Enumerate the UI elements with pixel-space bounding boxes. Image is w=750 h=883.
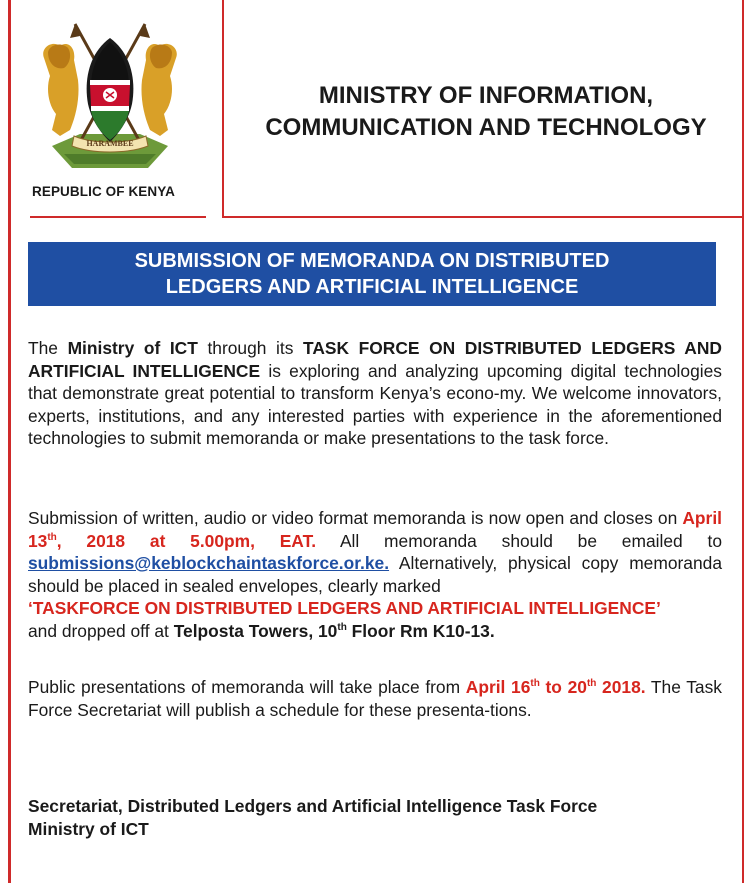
- header-rule-right: [224, 216, 742, 218]
- p2-text-2: All memoranda should be emailed to: [316, 530, 723, 551]
- header-divider: [222, 0, 224, 218]
- closing-date-day: April 13: [28, 508, 722, 551]
- presentation-start-suffix: th: [530, 678, 540, 690]
- header-rule-left: [30, 216, 206, 218]
- p3-text-1: Public presentations of memoranda will take place from: [28, 677, 466, 697]
- paragraph-submission: [28, 507, 722, 642]
- paragraph-introduction: [28, 337, 722, 450]
- dropoff-room: Floor Rm K10-13.: [346, 620, 495, 641]
- p2-text-4: and dropped off at: [28, 620, 174, 641]
- svg-text:HARAMBEE: HARAMBEE: [86, 139, 134, 148]
- p1-text-2: through its: [197, 338, 304, 358]
- submission-email-link[interactable]: submissions@keblockchaintaskforce.or.ke.: [28, 553, 390, 573]
- ministry-of-ict-bold: Ministry of ICT: [67, 338, 198, 358]
- right-border: [742, 0, 744, 883]
- p1-text-1: The: [28, 338, 68, 358]
- signoff: [28, 795, 728, 840]
- ministry-title-line2: COMMUNICATION AND TECHNOLOGY: [265, 114, 707, 141]
- signoff-line2: Ministry of ICT: [28, 818, 149, 839]
- banner-line1: SUBMISSION OF MEMORANDA ON DISTRIBUTED: [134, 250, 610, 272]
- presentation-dates: [466, 677, 646, 697]
- p2-text-1: Submission of written, audio or video format memoranda is now open and closes on: [28, 508, 683, 528]
- ministry-title-line1: MINISTRY OF INFORMATION,: [318, 82, 654, 109]
- dropoff-location: [174, 621, 495, 641]
- dropoff-building: Telposta Towers, 10: [173, 620, 338, 641]
- presentation-start: April 16: [465, 677, 531, 697]
- envelope-marking: ‘TASKFORCE ON DISTRIBUTED LEDGERS AND ARTIFICIAL INTELLIGENCE’: [28, 598, 661, 618]
- banner-line2: LEDGERS AND ARTIFICIAL INTELLIGENCE: [165, 276, 579, 298]
- ministry-title: [236, 80, 736, 144]
- task-force-name-bold: TASK FORCE ON DISTRIBUTED LEDGERS AND ARTIFICIAL INTELLIGENCE: [28, 338, 722, 381]
- closing-date-time: , 2018 at 5.00pm, EAT.: [56, 530, 317, 551]
- notice-title-banner: [28, 242, 716, 306]
- signoff-line1: Secretariat, Distributed Ledgers and Artificial Intelligence Task Force: [28, 796, 598, 816]
- coat-of-arms-icon: [30, 18, 190, 176]
- p1-text-3: is exploring and analyzing upcoming digital technologies that demonstrate great potential to transform Kenya’s econo-my. We welcome innovators, experts, institutions, and any interested parties with experience in the aforementioned technologies to submit memoranda or make presentations to the task force.: [28, 360, 722, 448]
- left-border: [8, 0, 11, 883]
- p3-text-2: The Task Force Secretariat will publish a schedule for these presenta-tions.: [28, 677, 722, 720]
- presentation-end-suffix: th: [586, 678, 597, 690]
- closing-date-suffix: th: [47, 531, 57, 543]
- paragraph-presentations: [28, 676, 722, 721]
- republic-caption: REPUBLIC OF KENYA: [32, 184, 175, 199]
- p2-text-3: Alternatively, physical copy memoranda should be placed in sealed envelopes, clearly marked: [28, 553, 722, 596]
- dropoff-floor-suffix: th: [337, 621, 347, 633]
- presentation-end: to 20: [539, 677, 587, 697]
- presentation-year: 2018.: [596, 677, 646, 697]
